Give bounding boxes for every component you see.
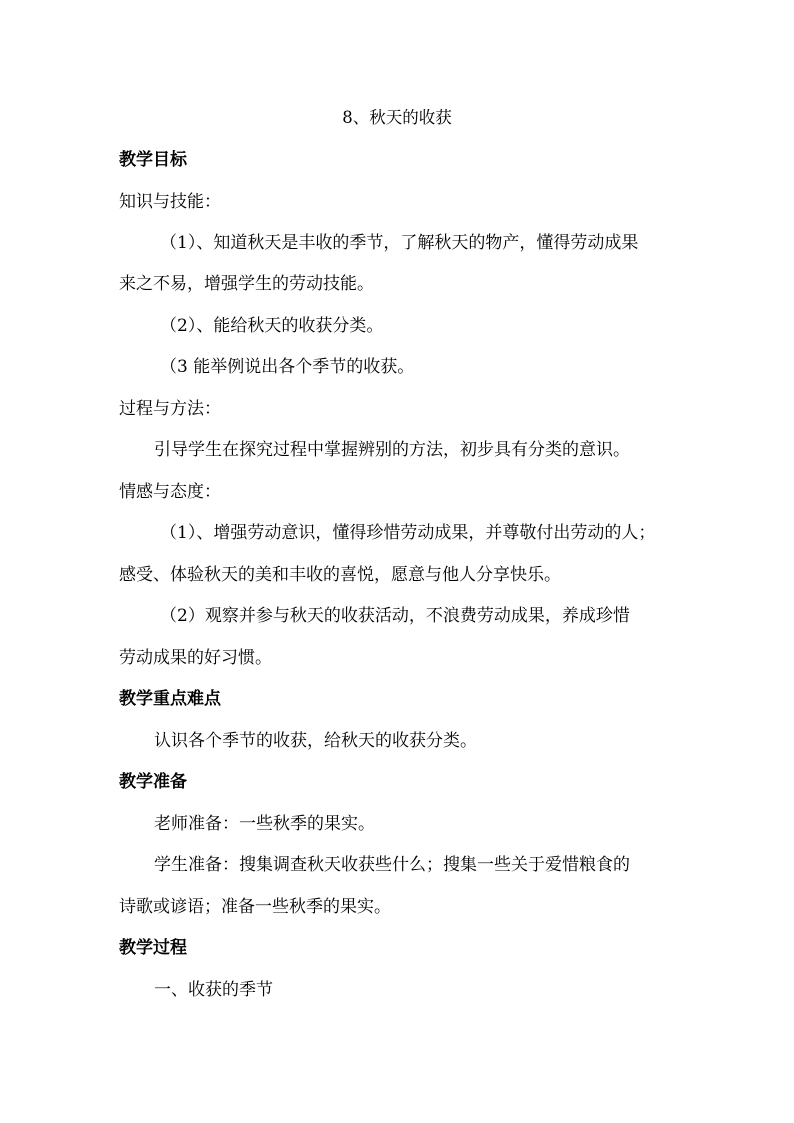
label-knowledge-skills: 知识与技能：	[119, 192, 221, 212]
teacher-preparation: 老师准备：一些秋季的果实。	[154, 814, 375, 834]
label-process-method: 过程与方法：	[119, 399, 221, 419]
process-item-1: 引导学生在探究过程中掌握辨别的方法，初步具有分类的意识。	[154, 440, 630, 460]
knowledge-item-3: （3 能举例说出各个季节的收获。	[160, 357, 415, 377]
knowledge-item-2: （2）、能给秋天的收获分类。	[160, 316, 384, 336]
student-preparation-line-2: 诗歌或谚语；准备一些秋季的果实。	[119, 897, 391, 917]
emotion-item-2-line-2: 劳动成果的好习惯。	[119, 648, 272, 668]
heading-teaching-goals: 教学目标	[119, 150, 187, 170]
knowledge-item-1-line-2: 来之不易，增强学生的劳动技能。	[119, 274, 374, 294]
key-points-text: 认识各个季节的收获，给秋天的收获分类。	[154, 731, 477, 751]
knowledge-item-1-line-1: （1）、知道秋天是丰收的季节，了解秋天的物产，懂得劳动成果	[160, 233, 639, 253]
heading-preparation: 教学准备	[119, 772, 187, 792]
process-step-1: 一、收获的季节	[154, 980, 273, 1000]
label-emotion-attitude: 情感与态度：	[119, 482, 221, 502]
emotion-item-2-line-1: （2）观察并参与秋天的收获活动，不浪费劳动成果，养成珍惜	[160, 606, 630, 626]
emotion-item-1-line-2: 感受、体验秋天的美和丰收的喜悦，愿意与他人分享快乐。	[119, 565, 561, 585]
heading-key-points: 教学重点难点	[119, 689, 221, 709]
emotion-item-1-line-1: （1）、增强劳动意识，懂得珍惜劳动成果，并尊敬付出劳动的人；	[160, 523, 656, 543]
student-preparation-line-1: 学生准备：搜集调查秋天收获些什么；搜集一些关于爱惜粮食的	[154, 855, 630, 875]
document-title: 8、秋天的收获	[342, 108, 452, 127]
heading-teaching-process: 教学过程	[119, 938, 187, 958]
